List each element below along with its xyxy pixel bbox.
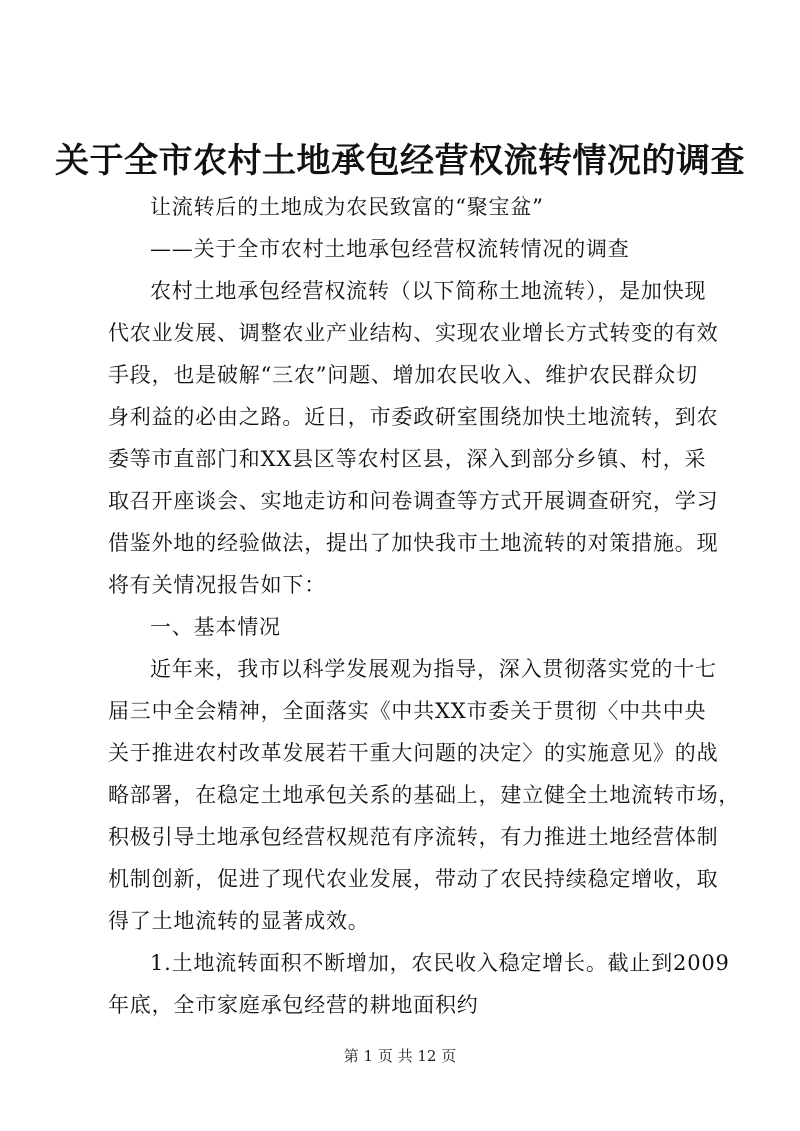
paragraph-line: 近年来，我市以科学发展观为指导，深入贯彻落实党的十七: [150, 657, 717, 681]
paragraph-line: 借鉴外地的经验做法，提出了加快我市土地流转的对策措施。现: [108, 531, 719, 555]
paragraph-line: 略部署，在稳定土地承包关系的基础上，建立健全土地流转市场，: [108, 783, 741, 807]
paragraph-line: 农村土地承包经营权流转（以下简称土地流转），是加快现: [150, 279, 707, 303]
paragraph-line: 得了土地流转的显著成效。: [108, 909, 370, 933]
subtitle-line: ——关于全市农村土地承包经营权流转情况的调查: [150, 237, 630, 261]
section-heading: 一、基本情况: [150, 615, 281, 639]
paragraph-line: 取召开座谈会、实地走访和问卷调查等方式开展调查研究，学习: [108, 489, 719, 513]
page-number-footer: 第 1 页 共 12 页: [343, 1047, 457, 1065]
paragraph-line: 手段，也是破解“三农”问题、增加农民收入、维护农民群众切: [108, 363, 698, 387]
document-title: 关于全市农村土地承包经营权流转情况的调查: [55, 141, 745, 181]
paragraph-line: 年底，全市家庭承包经营的耕地面积约: [108, 993, 479, 1017]
paragraph-line: 积极引导土地承包经营权规范有序流转，有力推进土地经营体制: [108, 825, 719, 849]
paragraph-line: 委等市直部门和XX县区等农村区县，深入到部分乡镇、村，采: [108, 447, 707, 471]
paragraph-line: 代农业发展、调整农业产业结构、实现农业增长方式转变的有效: [108, 321, 719, 345]
paragraph-line: 关于推进农村改革发展若干重大问题的决定〉的实施意见》的战: [108, 741, 719, 765]
paragraph-line: 届三中全会精神，全面落实《中共XX市委关于贯彻〈中共中央: [108, 699, 707, 723]
paragraph-line: 将有关情况报告如下：: [108, 573, 326, 597]
paragraph-line: 身利益的必由之路。近日，市委政研室围绕加快土地流转，到农: [108, 405, 719, 429]
paragraph-line: 1.土地流转面积不断增加，农民收入稳定增长。截止到2009: [150, 951, 730, 975]
paragraph-line: 机制创新，促进了现代农业发展，带动了农民持续稳定增收，取: [108, 867, 719, 891]
subtitle-line: 让流转后的土地成为农民致富的“聚宝盆”: [150, 195, 544, 219]
